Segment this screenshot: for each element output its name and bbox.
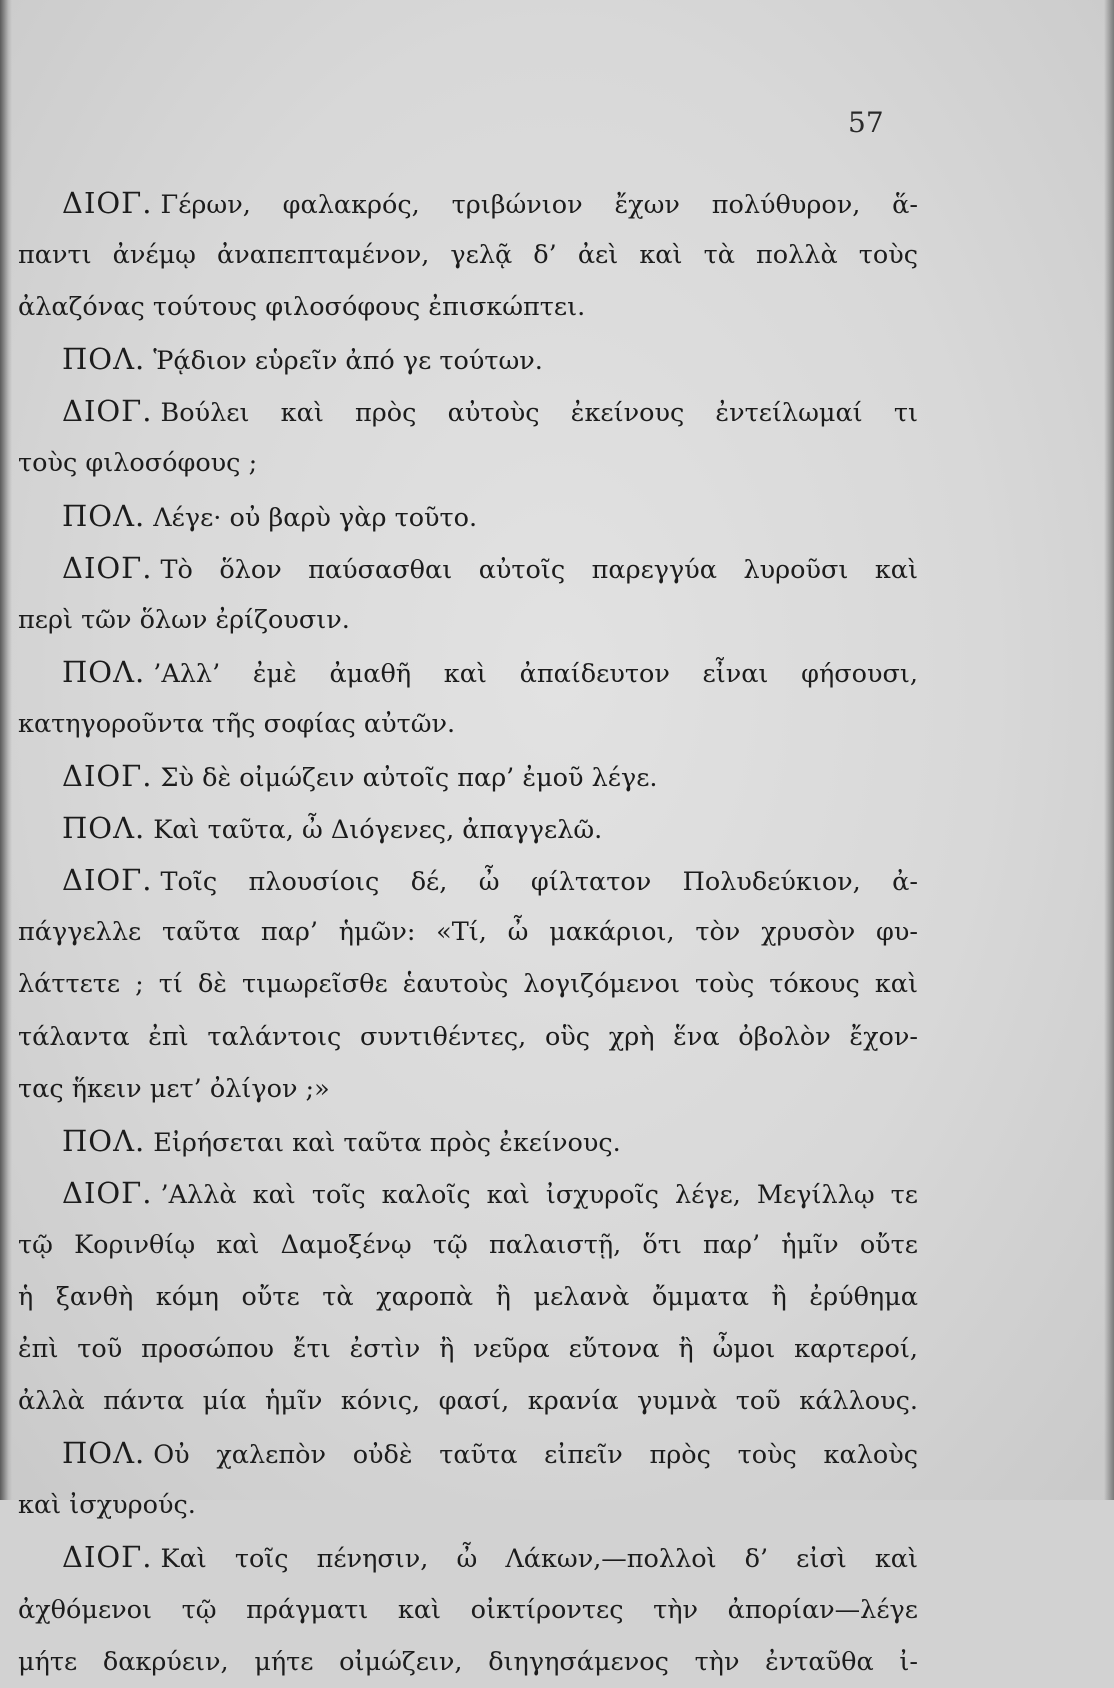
speaker-label: ΔΙΟΓ. xyxy=(62,550,153,585)
text-line xyxy=(18,1479,918,1531)
page-right-edge-shadow xyxy=(1104,0,1114,1500)
text-line xyxy=(18,1271,918,1323)
text-line xyxy=(18,1427,918,1479)
line-text: Βούλει καὶ πρὸς αὐτοὺς ἐκείνους ἐντείλωμαί τι xyxy=(160,398,918,429)
line-text: ἀχθόμενοι τῷ πράγματι καὶ οἰκτίροντες τὴν ἀπορίαν—λέγε xyxy=(18,1594,918,1625)
speaker-label: ΔΙΟΓ. xyxy=(62,1540,153,1575)
text-line xyxy=(18,854,918,906)
text-line xyxy=(18,333,918,385)
line-text: κατηγοροῦντα τῆς σοφίας αὐτῶν. xyxy=(18,708,456,739)
line-text: Γέρων, φαλακρός, τριβώνιον ἔχων πολύθυρον, ἅ- xyxy=(160,190,918,220)
line-text: Καὶ ταῦτα, ὦ Διόγενες, ἀπαγγελῶ. xyxy=(153,815,603,846)
text-line xyxy=(18,1584,918,1636)
speaker-label: ΠΟΛ. xyxy=(62,654,146,689)
line-text: τάλαντα ἐπὶ ταλάντοις συντιθέντες, οὓς χρὴ ἕνα ὀβολὸν ἔχον- xyxy=(18,1021,918,1052)
text-line xyxy=(18,1115,918,1167)
text-line xyxy=(18,1063,918,1115)
line-text: πάγγελλε ταῦτα παρ’ ἡμῶν: «Τί, ὦ μακάριοι, τὸν χρυσὸν φυ- xyxy=(18,917,918,948)
line-text: καὶ ἰσχυρούς. xyxy=(18,1490,196,1521)
text-line xyxy=(18,1375,918,1427)
line-text: Λέγε· οὐ βαρὺ γὰρ τοῦτο. xyxy=(153,502,478,533)
text-line xyxy=(18,1636,918,1688)
page-left-edge-shadow xyxy=(0,0,12,1500)
line-text: ἀλλὰ πάντα μία ἡμῖν κόνις, φασί, κρανία γυμνὰ τοῦ κάλλους. xyxy=(18,1386,918,1417)
line-text: τῷ Κορινθίῳ καὶ Δαμοξένῳ τῷ παλαιστῇ, ὅτι παρ’ ἡμῖν οὔτε xyxy=(18,1229,918,1260)
text-line xyxy=(18,281,918,333)
text-line xyxy=(18,698,918,750)
text-line xyxy=(18,594,918,646)
dialogue-text xyxy=(18,177,918,1688)
text-line xyxy=(18,1323,918,1375)
text-line xyxy=(18,1531,918,1583)
line-text: λάττετε ; τί δὲ τιμωρεῖσθε ἑαυτοὺς λογιζόμενοι τοὺς τόκους καὶ xyxy=(18,969,918,1000)
text-line xyxy=(18,1219,918,1271)
line-text: Σὺ δὲ οἰμώζειν αὐτοῖς παρ’ ἐμοῦ λέγε. xyxy=(160,763,658,794)
text-line xyxy=(18,1167,918,1219)
text-line xyxy=(18,229,918,281)
line-text: ἀλαζόνας τούτους φιλοσόφους ἐπισκώπτει. xyxy=(18,292,586,323)
line-text: περὶ τῶν ὅλων ἐρίζουσιν. xyxy=(18,604,350,635)
line-text: Τὸ ὅλον παύσασθαι αὐτοῖς παρεγγύα λυροῦσι καὶ xyxy=(160,554,918,585)
text-line xyxy=(18,802,918,854)
text-line xyxy=(18,385,918,437)
speaker-label: ΠΟΛ. xyxy=(62,811,146,846)
speaker-label: ΔΙΟΓ. xyxy=(62,1175,153,1210)
speaker-label: ΠΟΛ. xyxy=(62,342,146,377)
speaker-label: ΔΙΟΓ. xyxy=(62,863,153,898)
line-text: μήτε δακρύειν, μήτε οἰμώζειν, διηγησάμενος τὴν ἐνταῦθα ἰ- xyxy=(18,1646,918,1677)
speaker-label: ΔΙΟΓ. xyxy=(62,394,153,429)
text-line xyxy=(18,437,918,489)
text-line xyxy=(18,1011,918,1063)
speaker-label: ΔΙΟΓ. xyxy=(62,759,153,794)
text-line xyxy=(18,646,918,698)
line-text: ἐπὶ τοῦ προσώπου ἔτι ἐστὶν ἢ νεῦρα εὔτονα ἢ ὦμοι καρτεροί, xyxy=(18,1334,918,1365)
speaker-label: ΔΙΟΓ. xyxy=(62,186,153,220)
line-text: τας ἥκειν μετ’ ὀλίγον ;» xyxy=(18,1073,330,1104)
text-line xyxy=(18,177,918,229)
line-text: ’Αλλ’ ἐμὲ ἀμαθῆ καὶ ἀπαίδευτον εἶναι φήσουσι, xyxy=(153,658,918,689)
speaker-label: ΠΟΛ. xyxy=(62,1123,146,1158)
speaker-label: ΠΟΛ. xyxy=(62,1436,146,1471)
text-line xyxy=(18,750,918,802)
line-text: Τοῖς πλουσίοις δέ, ὦ φίλτατον Πολυδεύκιον, ἀ- xyxy=(160,867,918,898)
line-text: Οὐ χαλεπὸν οὐδὲ ταῦτα εἰπεῖν πρὸς τοὺς καλοὺς xyxy=(153,1440,918,1471)
text-line xyxy=(18,958,918,1010)
text-line xyxy=(18,542,918,594)
line-text: ἡ ξανθὴ κόμη οὔτε τὰ χαροπὰ ἢ μελανὰ ὄμματα ἢ ἐρύθημα xyxy=(18,1281,918,1312)
page-number: 57 xyxy=(848,106,884,139)
text-line xyxy=(18,906,918,958)
speaker-label: ΠΟΛ. xyxy=(62,498,146,533)
line-text: Καὶ τοῖς πένησιν, ὦ Λάκων,—πολλοὶ δ’ εἰσὶ καὶ xyxy=(160,1544,918,1575)
text-line xyxy=(18,490,918,542)
line-text: παντι ἀνέμῳ ἀναπεπταμένον, γελᾷ δ’ ἀεὶ καὶ τὰ πολλὰ τοὺς xyxy=(18,240,918,271)
line-text: ’Αλλὰ καὶ τοῖς καλοῖς καὶ ἰσχυροῖς λέγε, Μεγίλλῳ τε xyxy=(160,1179,918,1210)
line-text: Ῥᾴδιον εὑρεῖν ἀπό γε τούτων. xyxy=(153,346,543,377)
line-text: τοὺς φιλοσόφους ; xyxy=(18,448,258,479)
line-text: Εἰρήσεται καὶ ταῦτα πρὸς ἐκείνους. xyxy=(153,1127,621,1158)
